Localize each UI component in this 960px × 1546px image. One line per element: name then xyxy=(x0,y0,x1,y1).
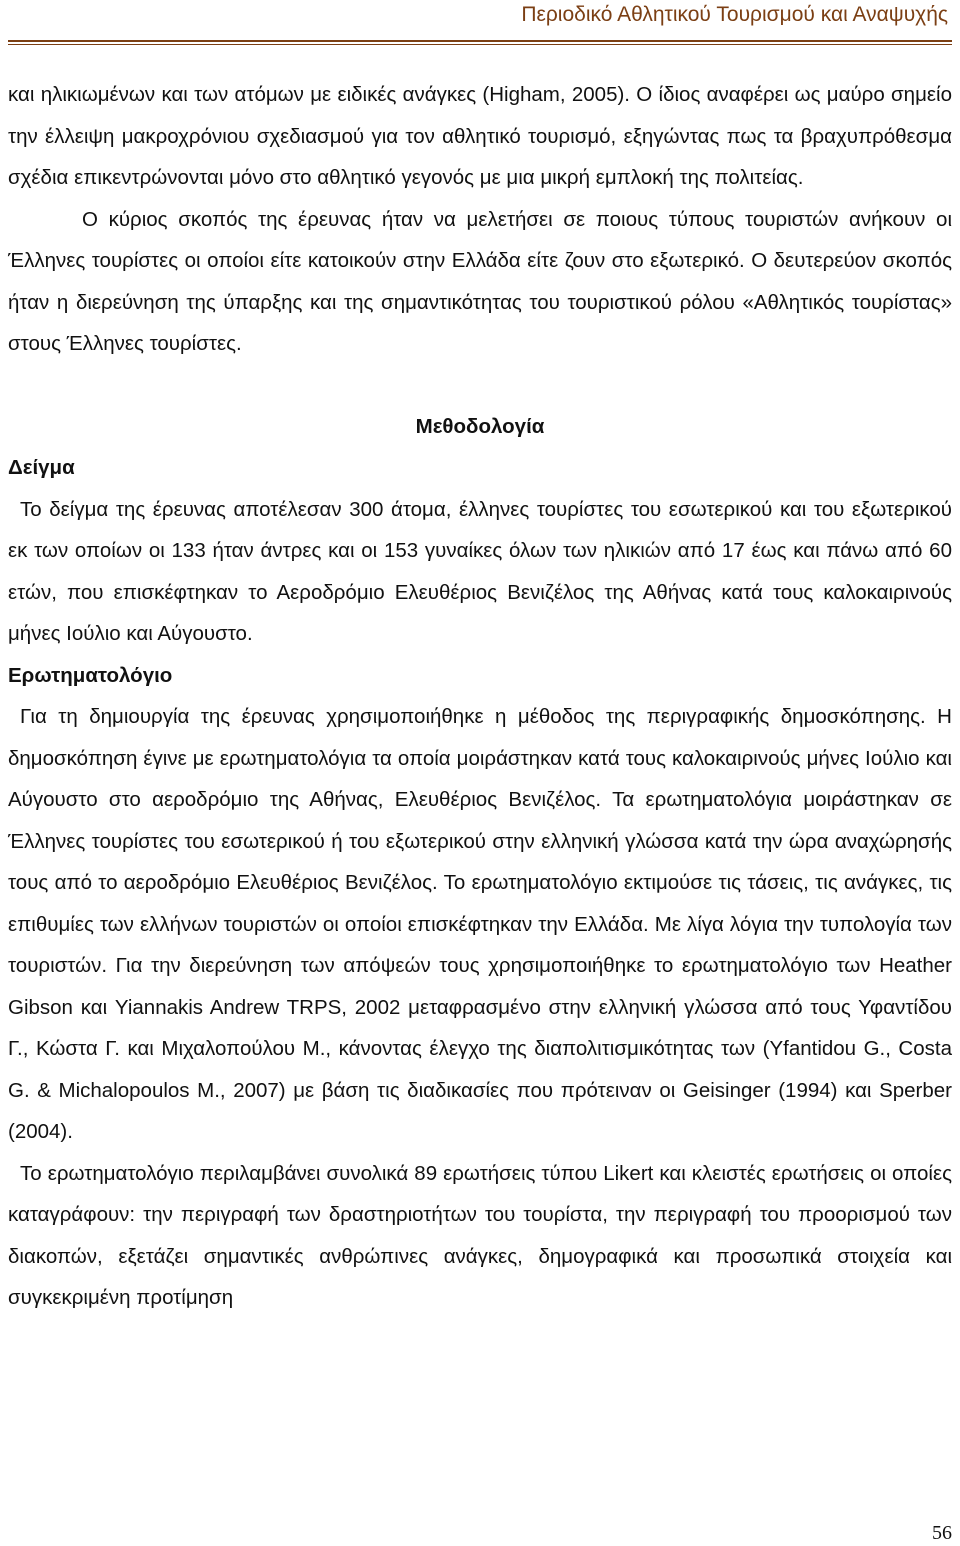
questionnaire-heading: Ερωτηματολόγιο xyxy=(8,663,173,687)
research-aim-paragraph: Ο κύριος σκοπός της έρευνας ήταν να μελετήσει σε ποιους τύπους τουριστών ανήκουν οι Έλληνες τουρίστες οι οποίοι είτε κατοικούν στην Ελλάδα είτε ζουν στο εξωτερικό. Ο δευτερεύον σκοπός ήταν η διερεύνηση της ύπαρξης και της σημαντικότητας του τουριστικού ρόλου «Αθλητικός τουρίστας» στους Έλληνες τουρίστες. xyxy=(8,207,952,355)
intro-paragraph-continued: και ηλικιωμένων και των ατόμων με ειδικές ανάγκες (Higham, 2005). Ο ίδιος αναφέρει ως μαύρο σημείο την έλλειψη μακροχρόνιου σχεδιασμού για τον αθλητικό τουρισμό, εξηγώντας πως τα βραχυπρόθεσμα σχέδια επικεντρώνονται μόνο στο αθλητικό γεγονός με μια μικρή εμπλοκή της πολιτείας. xyxy=(8,83,952,189)
page-number: 56 xyxy=(932,1522,952,1544)
header-divider xyxy=(8,40,952,42)
questionnaire-paragraph-2: Το ερωτηματολόγιο περιλαμβάνει συνολικά 89 ερωτήσεις τύπου Likert και κλειστές ερωτήσεις οι οποίες καταγράφουν: την περιγραφή των δραστηριοτήτων του τουρίστα, την περιγραφή του προορισμού των διακοπών, εξετάζει σημαντικές ανθρώπινες ανάγκες, δημογραφικά και προσωπικά στοιχεία και συγκεκριμένη προτίμηση xyxy=(8,1161,952,1309)
questionnaire-paragraph-1: Για τη δημιουργία της έρευνας χρησιμοποιήθηκε η μέθοδος της περιγραφικής δημοσκόπησης. Η δημοσκόπηση έγινε με ερωτηματολόγια τα οποία μοιράστηκαν κατά τους καλοκαιρινούς μήνες Ιούλιο και Αύγουστο στο αεροδρόμιο της Αθήνας, Ελευθέριος Βενιζέλος. Τα ερωτηματολόγια μοιράστηκαν σε Έλληνες τουρίστες του εσωτερικού ή του εξωτερικού στην ελληνική γλώσσα κατά την ώρα αναχώρησής τους από το αεροδρόμιο Ελευθέριος Βενιζέλος. Το ερωτηματολόγιο εκτιμούσε τις τάσεις, τις ανάγκες, τις επιθυμίες των ελλήνων τουριστών οι οποίοι επισκέφτηκαν την Ελλάδα. Με λίγα λόγια την τυπολογία των τουριστών. Για την διερεύνηση των απόψεών τους χρησιμοποιήθηκε το ερωτηματολόγιο των Heather Gibson και Yiannakis Andrew TRPS, 2002 μεταφρασμένο στην ελληνική γλώσσα από τους Υφαντίδου Γ., Κώστα Γ. και Μιχαλοπούλου Μ., κάνοντας έλεγχο της διαπολιτισμικότητας των (Yfantidou G., Costa G. & Michalopoulos M., 2007) με βάση τις διαδικασίες που πρότειναν οι Geisinger (1994) και Sperber (2004). xyxy=(8,705,952,1143)
section-gap xyxy=(8,365,952,406)
methodology-heading: Μεθοδολογία xyxy=(415,414,545,438)
journal-running-title: Περιοδικό Αθλητικού Τουρισμού και Αναψυχής xyxy=(521,3,948,26)
sample-heading: Δείγμα xyxy=(8,456,75,479)
page-body xyxy=(8,74,952,1319)
sample-paragraph: Το δείγμα της έρευνας αποτέλεσαν 300 άτομα, έλληνες τουρίστες του εσωτερικού και του εξωτερικού εκ των οποίων οι 133 ήταν άντρες και οι 153 γυναίκες όλων των ηλικιών από 17 έως και πάνω από 60 ετών, που επισκέφτηκαν το Αεροδρόμιο Ελευθέριος Βενιζέλος της Αθήνας κατά τους καλοκαιρινούς μήνες Ιούλιο και Αύγουστο. xyxy=(8,497,952,645)
